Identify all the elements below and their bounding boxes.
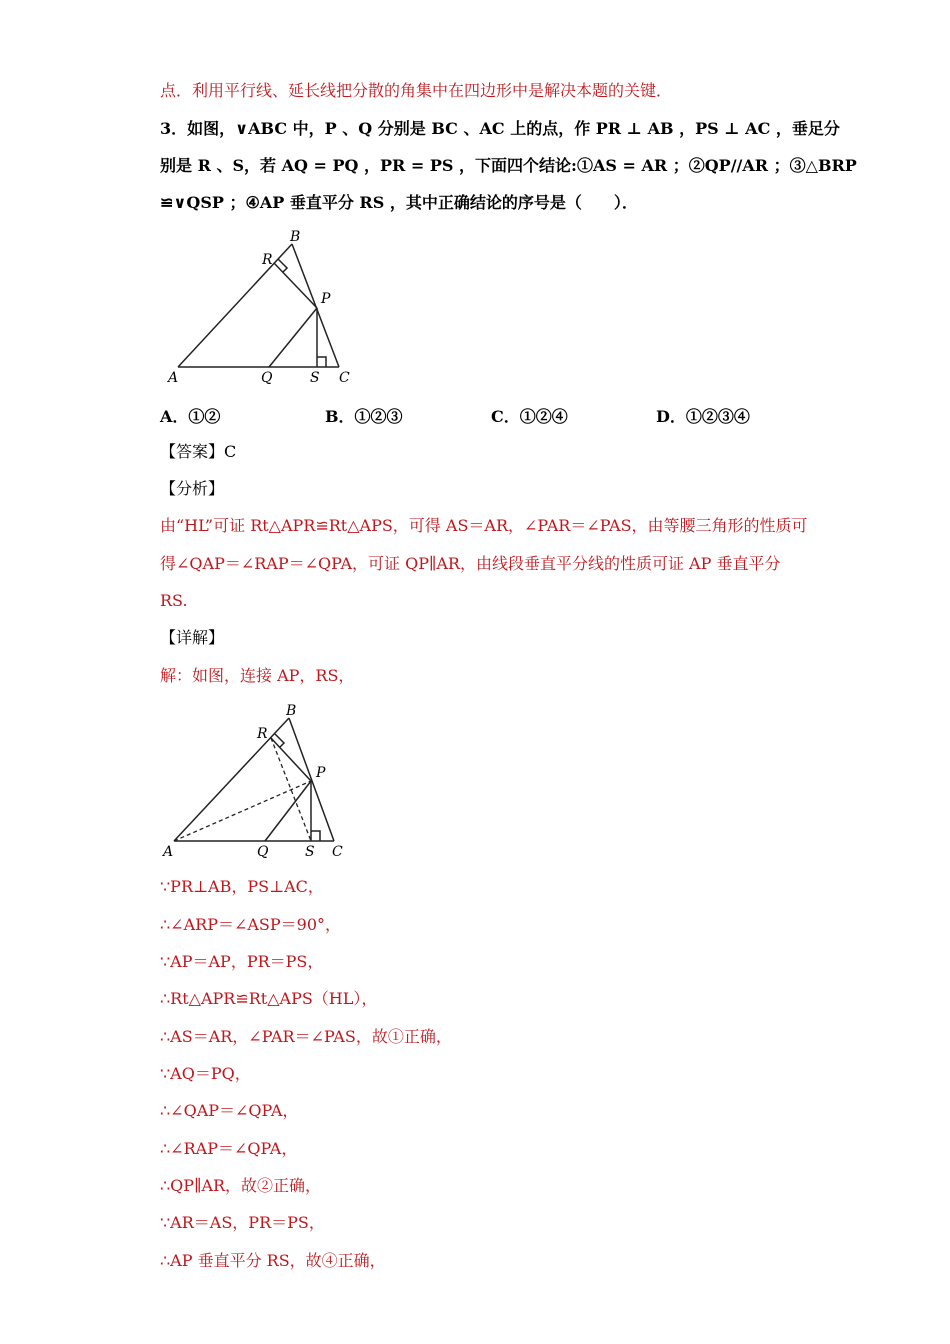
label-r: R <box>257 726 268 742</box>
detail-heading: 【详解】 <box>160 628 225 647</box>
segment-pr <box>271 738 311 781</box>
option-a[interactable]: A．①② <box>160 407 221 426</box>
triangle-figure-2 <box>155 698 355 863</box>
label-r: R <box>262 252 273 268</box>
step-6: ∵AQ＝PQ， <box>160 1064 251 1083</box>
label-s: S <box>305 844 315 860</box>
step-2: ∴∠ARP＝∠ASP＝90°， <box>160 915 342 934</box>
question-line-3: ≌∨QSP ；④AP 垂直平分 RS ，其中正确结论的序号是（ ）． <box>160 193 638 212</box>
step-4: ∴Rt△APR≌Rt△APS（HL）， <box>160 989 378 1008</box>
right-angle-s <box>311 831 320 841</box>
segment-qp <box>269 308 317 367</box>
question-line-1: 3．如图，∨ABC 中，P 、Q 分别是 BC 、AC 上的点，作 PR ⊥ AB ，PS ⊥ AC ，垂足分 <box>160 119 840 138</box>
segment-qp <box>265 781 311 841</box>
label-p: P <box>321 291 331 307</box>
step-9: ∴QP∥AR，故②正确， <box>160 1176 322 1195</box>
step-11: ∴AP 垂直平分 RS，故④正确， <box>160 1251 386 1270</box>
segment-ab <box>174 718 289 841</box>
label-q: Q <box>261 370 273 386</box>
label-p: P <box>316 765 326 781</box>
label-c: C <box>332 844 343 860</box>
label-s: S <box>310 370 320 386</box>
figure-2 <box>155 698 355 863</box>
segment-ab <box>178 244 292 367</box>
answer-line: 【答案】C <box>160 442 237 461</box>
step-3: ∵AP＝AP，PR＝PS， <box>160 952 324 971</box>
triangle-figure-1 <box>160 225 360 390</box>
analysis-line-2: 得∠QAP＝∠RAP＝∠QPA，可证 QP∥AR，由线段垂直平分线的性质可证 AP 垂直平分 <box>160 554 781 573</box>
step-7: ∴∠QAP＝∠QPA， <box>160 1101 299 1120</box>
right-angle-r <box>275 734 284 747</box>
step-5: ∴AS＝AR，∠PAR＝∠PAS，故①正确， <box>160 1027 452 1046</box>
label-b: B <box>286 703 297 719</box>
label-c: C <box>339 370 350 386</box>
question-line-2: 别是 R 、S，若 AQ = PQ ，PR = PS ，下面四个结论:①AS = AR ；②QP//AR ；③△BRP <box>160 156 857 175</box>
option-c[interactable]: C．①②④ <box>491 407 568 426</box>
right-angle-s <box>317 357 326 367</box>
label-a: A <box>163 844 174 860</box>
analysis-line-3: RS. <box>160 591 188 610</box>
right-angle-r <box>278 259 287 272</box>
label-a: A <box>168 370 179 386</box>
analysis-heading: 【分析】 <box>160 479 225 498</box>
step-10: ∵AR＝AS，PR＝PS， <box>160 1213 325 1232</box>
label-q: Q <box>257 844 269 860</box>
label-b: B <box>290 229 301 245</box>
option-b[interactable]: B．①②③ <box>325 407 403 426</box>
step-1: ∵PR⊥AB，PS⊥AC， <box>160 877 324 896</box>
option-d[interactable]: D．①②③④ <box>656 407 750 426</box>
intro-line: 点．利用平行线、延长线把分散的角集中在四边形中是解决本题的关键． <box>160 81 673 100</box>
analysis-line-1: 由“HL”可证 Rt△APR≌Rt△APS，可得 AS＝AR，∠PAR＝∠PAS，由等腰三角形的性质可 <box>160 516 808 535</box>
segment-pr <box>274 263 317 308</box>
dashed-ap <box>174 781 311 841</box>
figure-1 <box>160 225 360 390</box>
step-8: ∴∠RAP＝∠QPA， <box>160 1139 298 1158</box>
detail-intro: 解：如图，连接 AP，RS， <box>160 666 355 685</box>
